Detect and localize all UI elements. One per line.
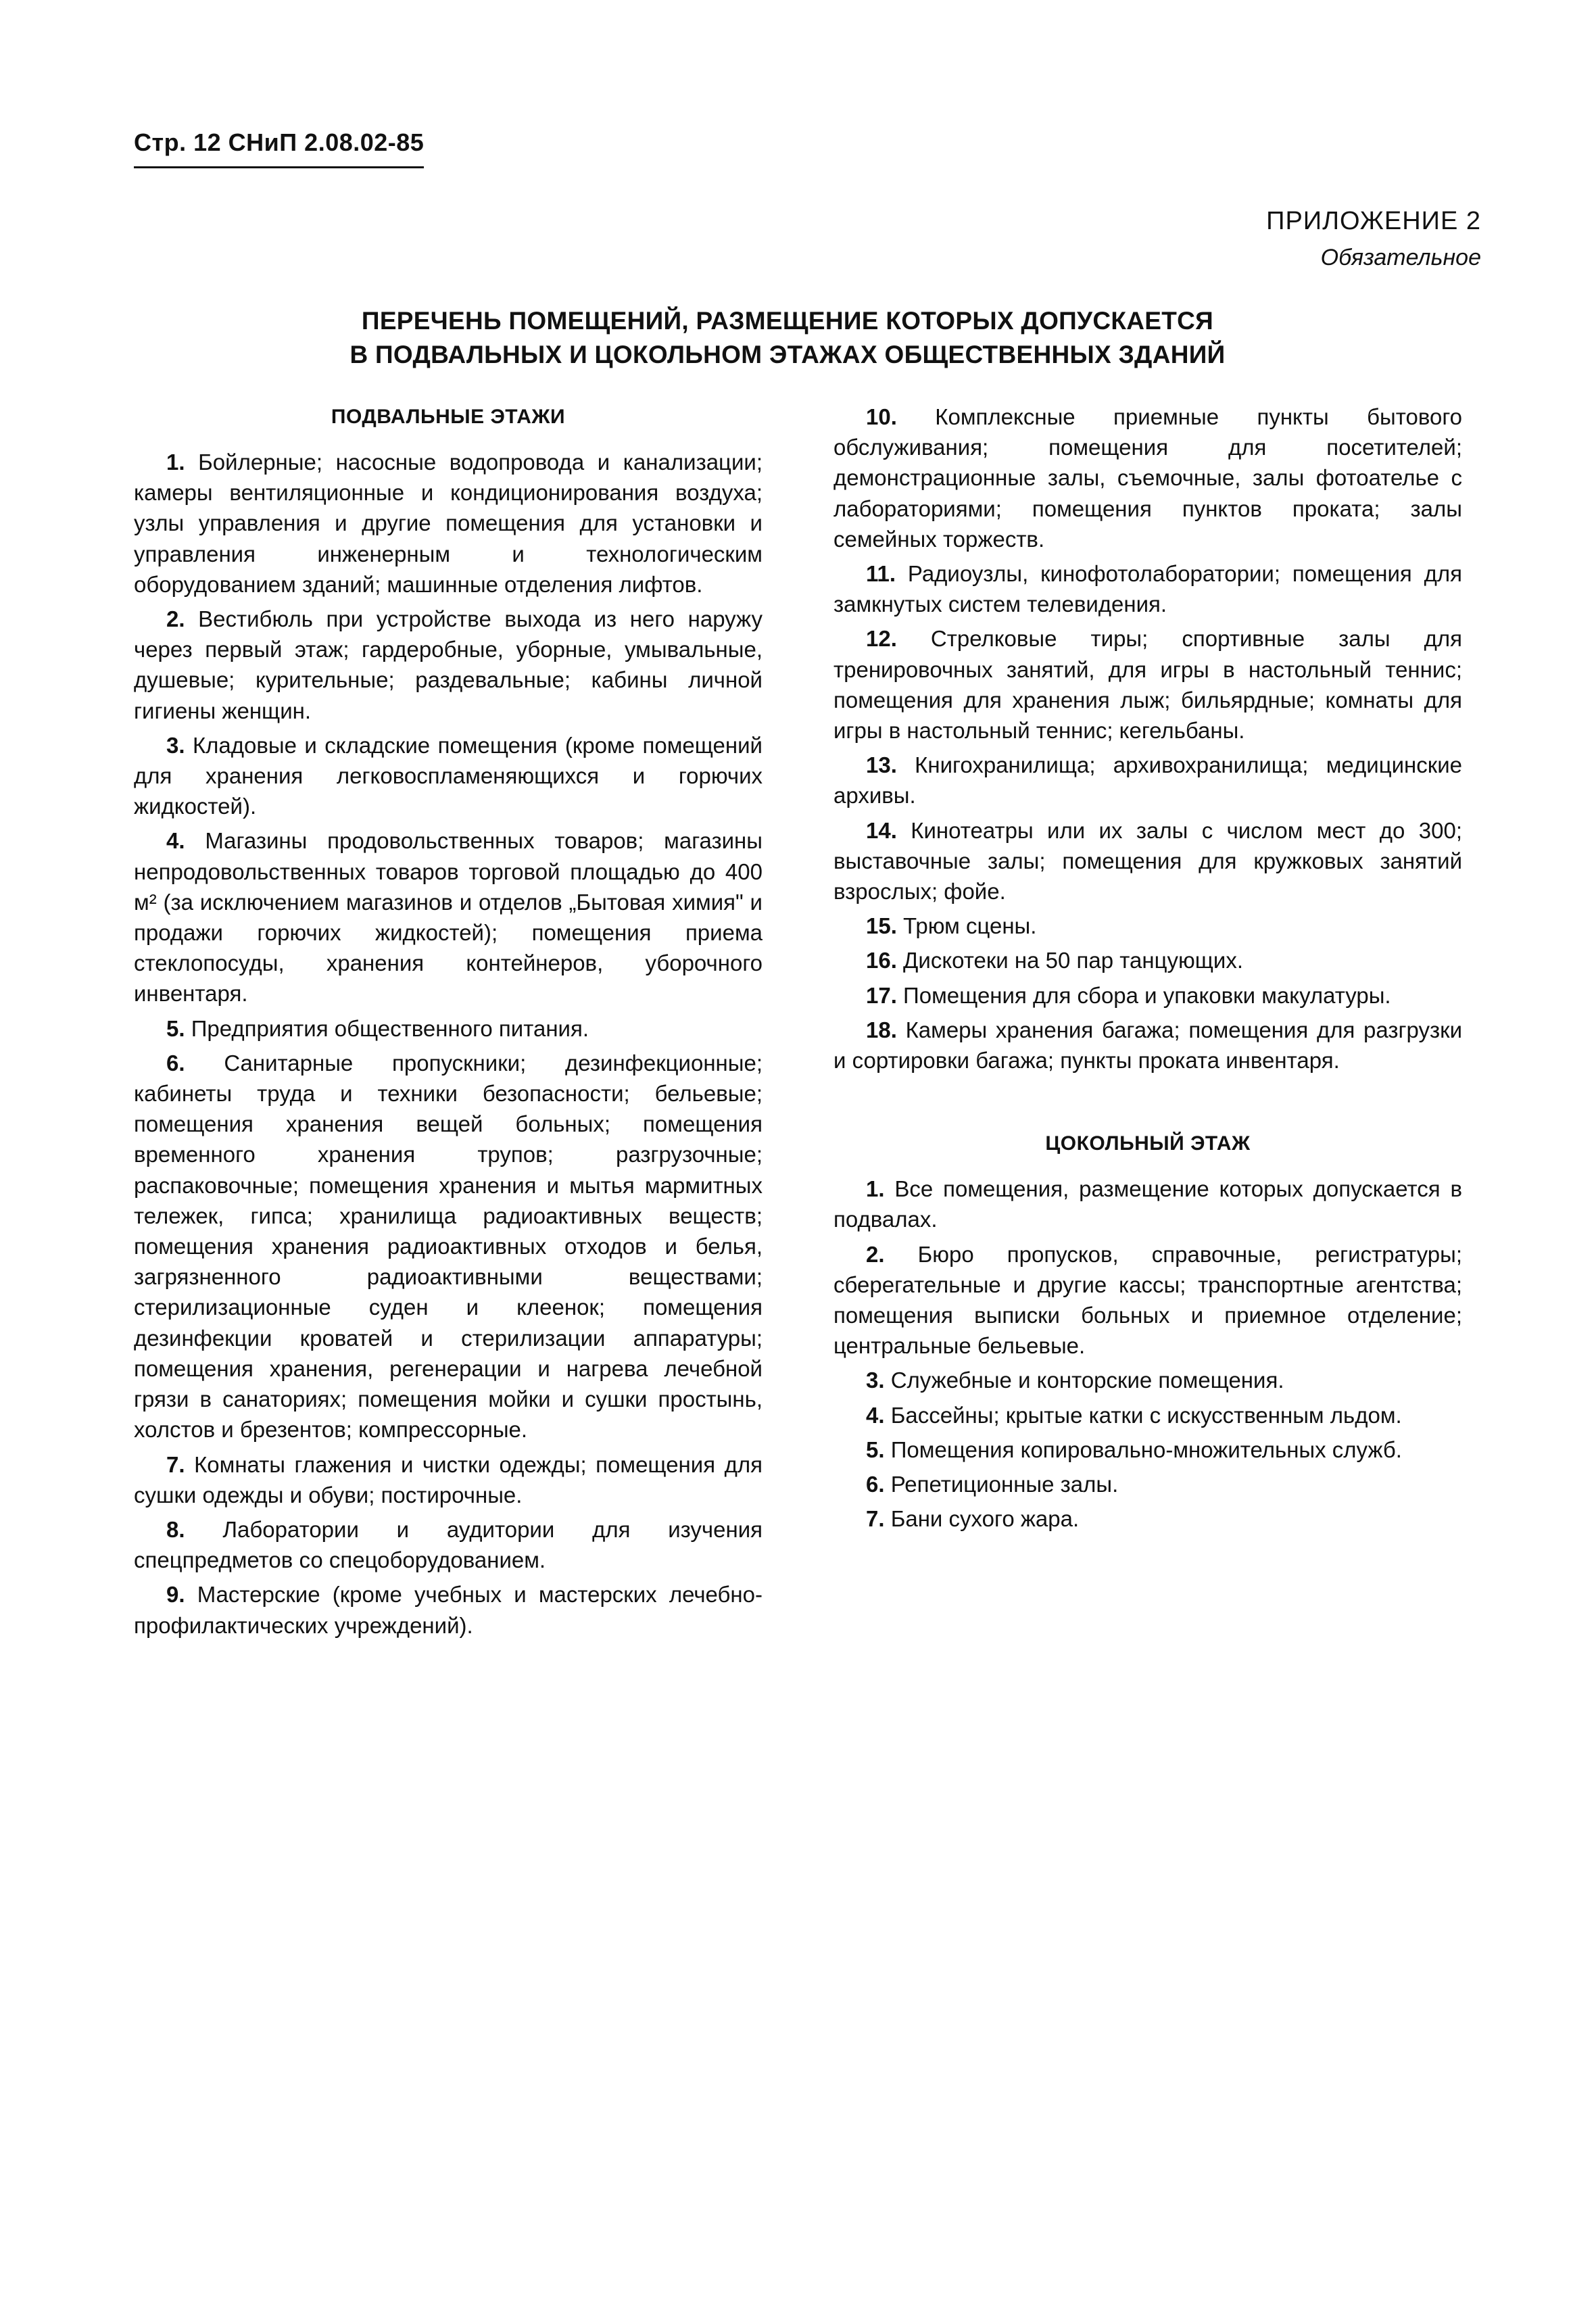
section-spacer xyxy=(833,1080,1462,1128)
appendix-title: ПРИЛОЖЕНИЕ 2 xyxy=(1266,207,1481,235)
list-item: 18. Камеры хранения багажа; помещения для разгрузки и сортировки багажа; пункты проката инвентаря. xyxy=(833,1017,1463,1073)
right-column xyxy=(833,402,1462,1539)
list-item: 2. Бюро пропусков, справочные, регистратуры; сберегательные и другие кассы; транспортные агентства; помещения выписки больных и приемное отделение; центральные бельевые. xyxy=(833,1241,1463,1359)
list-item: 12. Стрелковые тиры; спортивные залы для тренировочных занятий, для игры в настольный теннис; помещения для хранения лыж; бильярдные; комнаты для игры в настольный теннис; кегельбаны. xyxy=(833,626,1462,744)
title-line-2: В ПОДВАЛЬНЫХ И ЦОКОЛЬНОМ ЭТАЖАХ ОБЩЕСТВЕННЫХ ЗДАНИЙ xyxy=(349,341,1226,368)
list-item: 5. Помещения копировально-множительных служб. xyxy=(866,1437,1402,1462)
list-item: 17. Помещения для сбора и упаковки макулатуры. xyxy=(866,982,1391,1008)
list-item: 4. Магазины продовольственных товаров; магазины непродовольственных товаров торговой площадью до 400 м² (за исключением магазинов и отделов „Бытовая химия" и продажи горючих жидкостей); помещения приема стеклопосуды, хранения контейнеров, уборочного инвентаря. xyxy=(134,828,763,1007)
list-item: 3. Кладовые и складские помещения (кроме помещений для хранения легковоспламеняющихся и горючих жидкостей). xyxy=(134,732,763,819)
basement-heading: ПОДВАЛЬНЫЕ ЭТАЖИ xyxy=(331,406,566,428)
page-header: Стр. 12 СНиП 2.08.02-85 xyxy=(134,128,424,168)
appendix-block xyxy=(1266,203,1481,276)
list-item: 9. Мастерские (кроме учебных и мастерских лечебно-профилактических учреждений). xyxy=(134,1582,763,1638)
list-item: 6. Санитарные пропускники; дезинфекционные; кабинеты труда и техники безопасности; бельевые; помещения хранения вещей больных; помещения временного хранения трупов; разгрузочные; распаковочные; помещения хранения и мытья мармитных тележек, гипса; хранилища радиоактивных веществ; помещения хранения радиоактивных отходов и белья, загрязненного радиоактивными веществами; стерилизационные суден и клеенок; помещения дезинфекции кроватей и стерилизации аппаратуры; помещения хранения, регенерации и нагрева лечебной грязи в санаториях; помещения мойки и сушки простынь, холстов и брезентов; компрессорные. xyxy=(134,1050,763,1443)
list-item: 2. Вестибюль при устройстве выхода из него наружу через первый этаж; гардеробные, уборные, умывальные, душевые; курительные; раздевальные; кабины личной гигиены женщин. xyxy=(134,606,763,723)
title-line-1: ПЕРЕЧЕНЬ ПОМЕЩЕНИЙ, РАЗМЕЩЕНИЕ КОТОРЫХ ДОПУСКАЕТСЯ xyxy=(361,307,1214,335)
list-item: 3. Служебные и конторские помещения. xyxy=(866,1368,1284,1393)
document-title xyxy=(203,304,1372,372)
left-column xyxy=(134,402,763,1645)
list-item: 8. Лаборатории и аудитории для изучения спецпредметов со спецоборудованием. xyxy=(134,1516,763,1573)
list-item: 14. Кинотеатры или их залы с числом мест до 300; выставочные залы; помещения для кружковых занятий взрослых; фойе. xyxy=(833,817,1462,904)
ground-floor-heading: ЦОКОЛЬНЫЙ ЭТАЖ xyxy=(1045,1132,1251,1155)
list-item: 6. Репетиционные залы. xyxy=(866,1472,1119,1497)
list-item: 7. Комнаты глажения и чистки одежды; помещения для сушки одежды и обуви; постирочные. xyxy=(134,1451,763,1507)
appendix-status: Обязательное xyxy=(1320,245,1481,270)
list-item: 5. Предприятия общественного питания. xyxy=(166,1015,589,1041)
list-item: 15. Трюм сцены. xyxy=(866,913,1037,939)
list-item: 1. Все помещения, размещение которых допускается в подвалах. xyxy=(833,1176,1462,1232)
list-item: 16. Дискотеки на 50 пар танцующих. xyxy=(866,948,1243,973)
list-item: 4. Бассейны; крытые катки с искусственным льдом. xyxy=(866,1402,1402,1428)
list-item: 11. Радиоузлы, кинофотолаборатории; помещения для замкнутых систем телевидения. xyxy=(833,561,1462,617)
list-item: 10. Комплексные приемные пункты бытового обслуживания; помещения для посетителей; демонстрационные залы, съемочные, залы фотоателье с лабораториями; помещения пунктов проката; залы семейных торжеств. xyxy=(833,404,1462,552)
list-item: 1. Бойлерные; насосные водопровода и канализации; камеры вентиляционные и кондиционирования воздуха; узлы управления и другие помещения для установки и управления инженерным и технологическим оборудованием зданий; машинные отделения лифтов. xyxy=(134,450,763,597)
list-item: 7. Бани сухого жара. xyxy=(866,1506,1080,1532)
list-item: 13. Книгохранилища; архивохранилища; медицинские архивы. xyxy=(833,752,1462,809)
